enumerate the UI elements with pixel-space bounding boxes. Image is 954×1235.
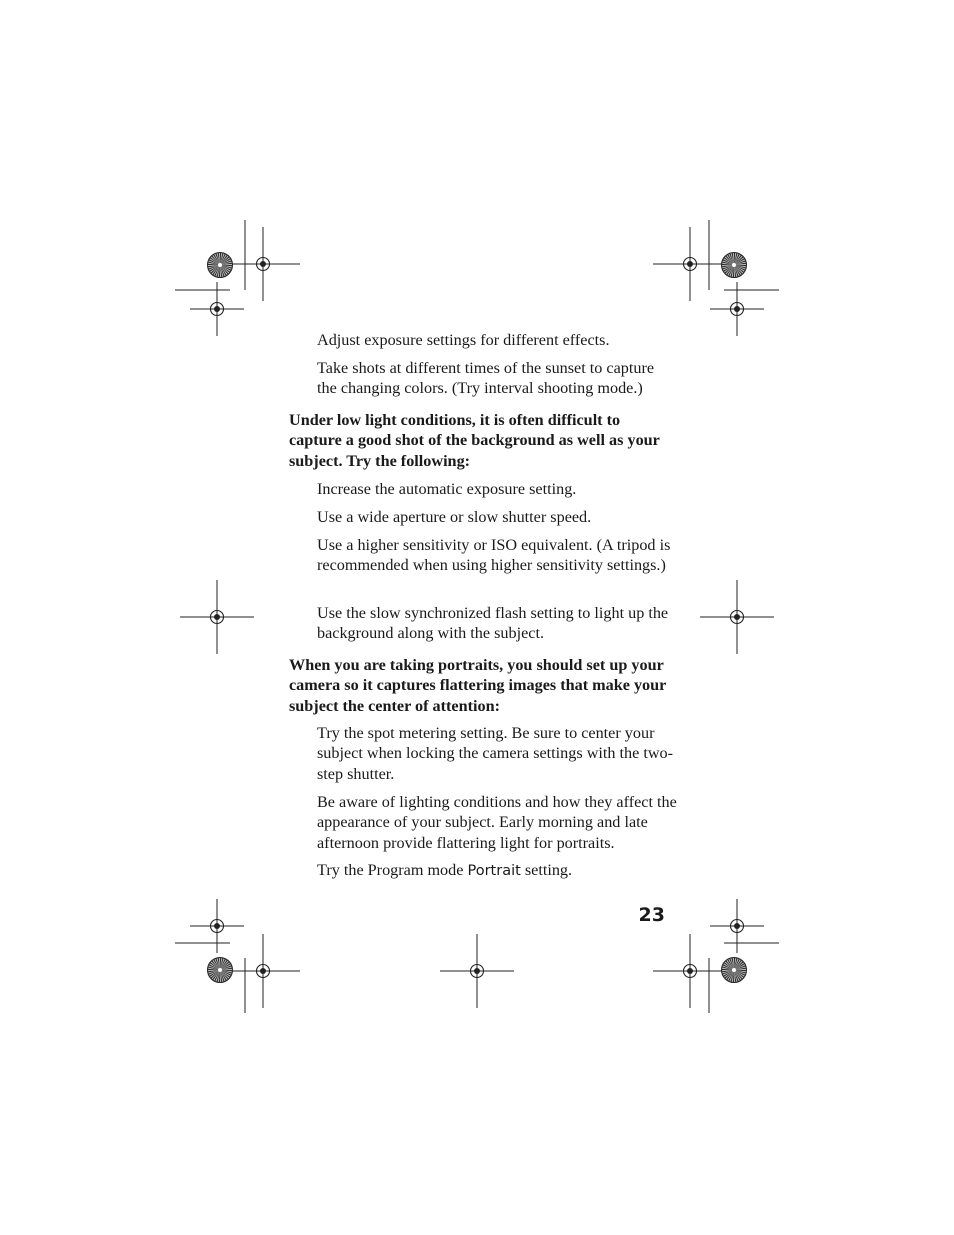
star-target-center — [732, 968, 736, 972]
star-target-center — [218, 968, 222, 972]
paragraph-sunset: Take shots at different times of the sunset to capture the changing colors. (Try interval shooting mode.) — [317, 359, 655, 398]
registration-dot — [734, 306, 740, 312]
paragraph-aperture: Use a wide aperture or slow shutter speed. — [317, 508, 592, 526]
registration-dot — [260, 968, 266, 974]
heading-low-light: Under low light conditions, it is often difficult to capture a good shot of the background as well as your subject. Try the following: — [289, 411, 660, 470]
paragraph-portrait-mode — [317, 860, 677, 881]
registration-dot — [260, 261, 266, 267]
paragraph-exposure: Adjust exposure settings for different effects. — [317, 331, 610, 349]
portrait-text-after: setting. — [520, 861, 573, 879]
paragraph-iso: Use a higher sensitivity or ISO equivalent. (A tripod is recommended when using higher sensitivity settings.) — [317, 536, 671, 575]
registration-dot — [474, 968, 480, 974]
portrait-text-before: Try the Program mode — [317, 861, 468, 879]
registration-dot — [734, 614, 740, 620]
paragraph-spot-metering: Try the spot metering setting. Be sure to center your subject when locking the camera settings with the two-step shutter. — [317, 724, 674, 783]
portrait-mode-name: Portrait — [467, 863, 521, 879]
registration-dot — [214, 923, 220, 929]
star-target-center — [218, 263, 222, 267]
paragraph-auto-exposure: Increase the automatic exposure setting. — [317, 480, 577, 498]
paragraph-flash: Use the slow synchronized flash setting to light up the background along with the subject. — [317, 604, 669, 643]
heading-portraits: When you are taking portraits, you should set up your camera so it captures flattering images that make your subject the center of attention: — [289, 656, 667, 715]
registration-dot — [687, 968, 693, 974]
registration-dot — [734, 923, 740, 929]
star-target-center — [732, 263, 736, 267]
paragraph-lighting: Be aware of lighting conditions and how they affect the appearance of your subject. Early morning and late afternoon provide flattering light for portraits. — [317, 793, 677, 852]
page-number: 23 — [638, 904, 665, 926]
registration-dot — [214, 614, 220, 620]
registration-dot — [214, 306, 220, 312]
registration-dot — [687, 261, 693, 267]
